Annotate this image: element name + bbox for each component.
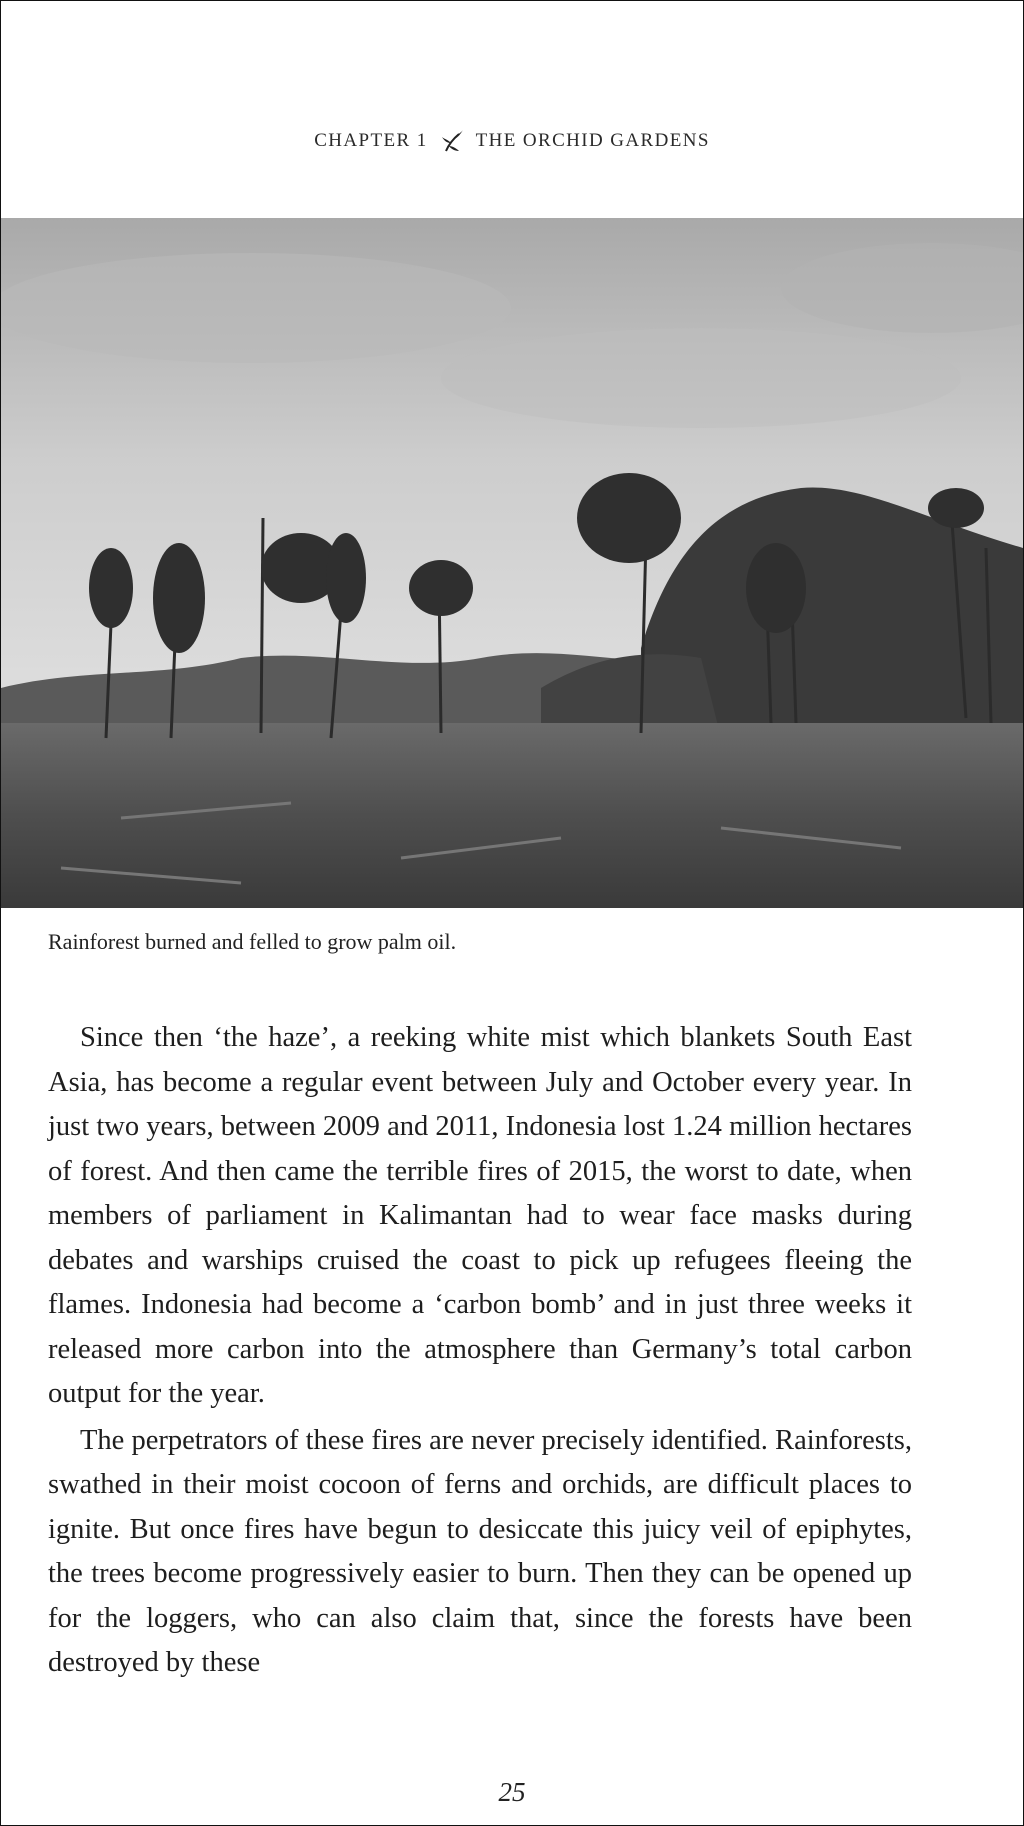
page-number: 25 xyxy=(498,1777,526,1807)
chapter-label: CHAPTER 1 xyxy=(314,130,428,151)
rainforest-photo xyxy=(1,218,1023,908)
paragraph: The perpetrators of these fires are never precisely identified. Rainforests, swathed in their moist cocoon of ferns and orchids, are difficult places to ignite. But once fires have begun to desiccate this juicy veil of epiphytes, the trees become progressively easier to burn. Then they can be opened up for the loggers, who can also claim that, since the forests have been destroyed by these xyxy=(48,1424,912,1678)
orchid-sprig-icon xyxy=(442,129,464,153)
paragraph: Since then ‘the haze’, a reeking white mist which blankets South East Asia, has become a regular event between July and October every year. In just two years, between 2009 and 2011, Indonesia lost 1.24 million hectares of forest. And then came the terrible fires of 2015, the worst to date, when members of parliament in Kalimantan had to wear face masks during debates and warships cruised the coast to pick up refugees fleeing the flames. Indonesia had become a ‘carbon bomb’ and in just three weeks it released more carbon into the atmosphere than Germany’s total carbon output for the year. xyxy=(48,1022,912,1409)
running-head xyxy=(1,129,1023,153)
figure-caption: Rainforest burned and felled to grow palm oil. xyxy=(48,929,457,954)
book-section-title: THE ORCHID GARDENS xyxy=(475,130,710,151)
body-text xyxy=(48,1016,912,1686)
